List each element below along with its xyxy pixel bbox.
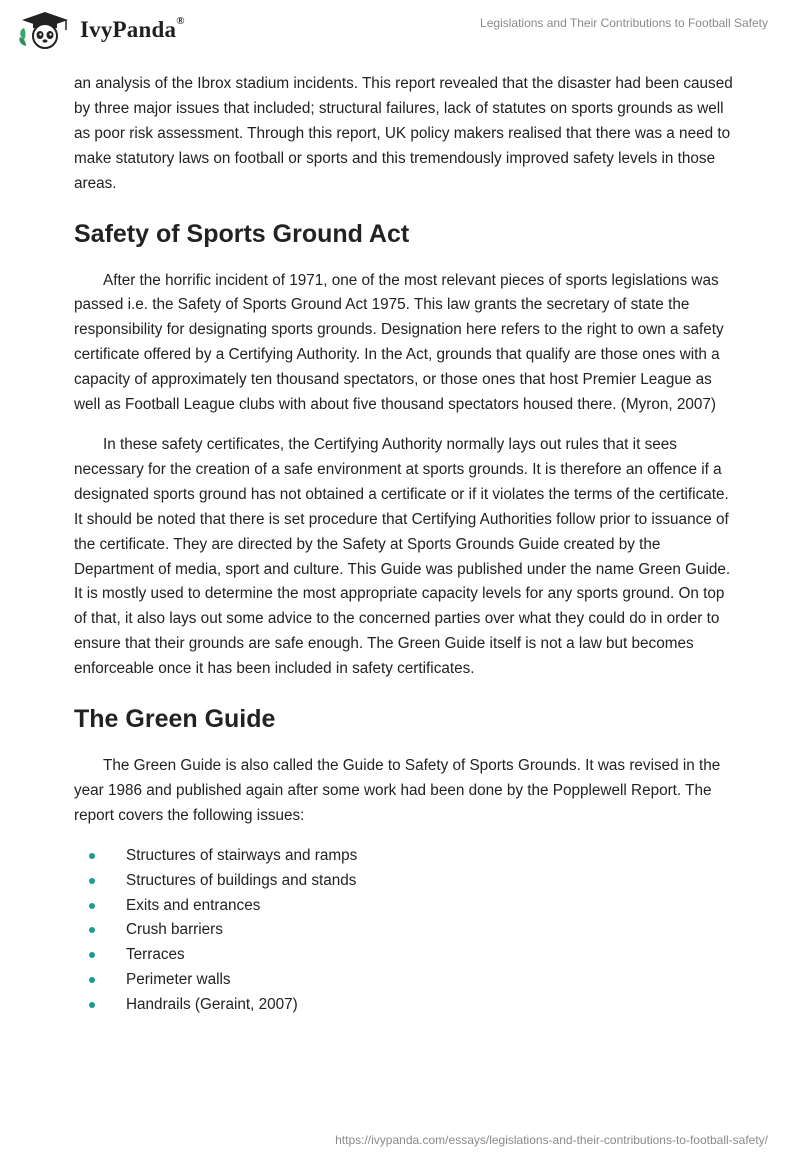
- registered-mark: ®: [176, 15, 185, 27]
- list-item: Terraces: [126, 943, 734, 968]
- section-heading-green-guide: The Green Guide: [74, 705, 276, 734]
- bullet-icon: [89, 878, 95, 884]
- bullet-icon: [89, 927, 95, 933]
- bullet-icon: [89, 853, 95, 859]
- brand-name: IvyPanda®: [80, 15, 185, 42]
- intro-paragraph: an analysis of the Ibrox stadium incidents. This report revealed that the disaster had been caused by three major issues that included; structural failures, lack of statutes on sports grounds as well as poor risk assessment. Through this report, UK policy makers realised that there was a need to make statutory laws on football or sports and this tremendously improved safety levels in those areas.: [74, 75, 733, 192]
- bullet-icon: [89, 977, 95, 983]
- paragraph: The Green Guide is also called the Guide to Safety of Sports Grounds. It was revised in the year 1986 and published again after some work had been done by the Popplewell Report. The report covers the following issues:: [74, 757, 721, 824]
- ivypanda-logo[interactable]: [16, 10, 185, 50]
- paragraph: After the horrific incident of 1971, one of the most relevant pieces of sports legislations was passed i.e. the Safety of Sports Ground Act 1975. This law grants the secretary of state the responsibility for designating sports grounds. Designation here refers to the right to own a safety certificate offered by a Certifying Authority. In the Act, grounds that qualify are those ones with a capacity of approximately ten thousand spectators, or those ones that host Premier League as well as Football League clubs with about five thousand spectators housed there. (Myron, 2007): [74, 271, 724, 414]
- bullet-icon: [89, 952, 95, 958]
- article-body: [74, 72, 734, 1018]
- paragraph: In these safety certificates, the Certifying Authority normally lays out rules that it sees necessary for the creation of a safe environment at sports grounds. It is therefore an offence if a designated sports ground has not obtained a certificate or if it violates the terms of the certificate. It should be noted that there is set procedure that Certifying Authorities follow prior to issuance of the certificate. They are directed by the Safety at Sports Grounds Guide created by the Department of media, sport and culture. This Guide was published under the name Green Guide. It is mostly used to determine the most appropriate capacity levels for any sports ground. On top of that, it also lays out some advice to the concerned parties over what they could do in order to ensure that their grounds are safe enough. The Green Guide itself is not a law but becomes enforceable once it has been included in safety certificates.: [74, 435, 731, 678]
- section-heading-safety-act: Safety of Sports Ground Act: [74, 219, 410, 248]
- panda-graduate-icon: [16, 10, 74, 50]
- list-item: Exits and entrances: [126, 894, 734, 919]
- bullet-icon: [89, 903, 95, 909]
- bullet-icon: [89, 1002, 95, 1008]
- issues-list: [74, 844, 734, 1018]
- list-item: Handrails (Geraint, 2007): [126, 993, 734, 1018]
- document-title: Legislations and Their Contributions to Football Safety: [480, 16, 768, 30]
- list-item: Perimeter walls: [126, 968, 734, 993]
- list-item: Structures of stairways and ramps: [126, 844, 734, 869]
- list-item: Structures of buildings and stands: [126, 869, 734, 894]
- source-url-link[interactable]: https://ivypanda.com/essays/legislations-and-their-contributions-to-football-safety/: [335, 1133, 768, 1147]
- list-item: Crush barriers: [126, 918, 734, 943]
